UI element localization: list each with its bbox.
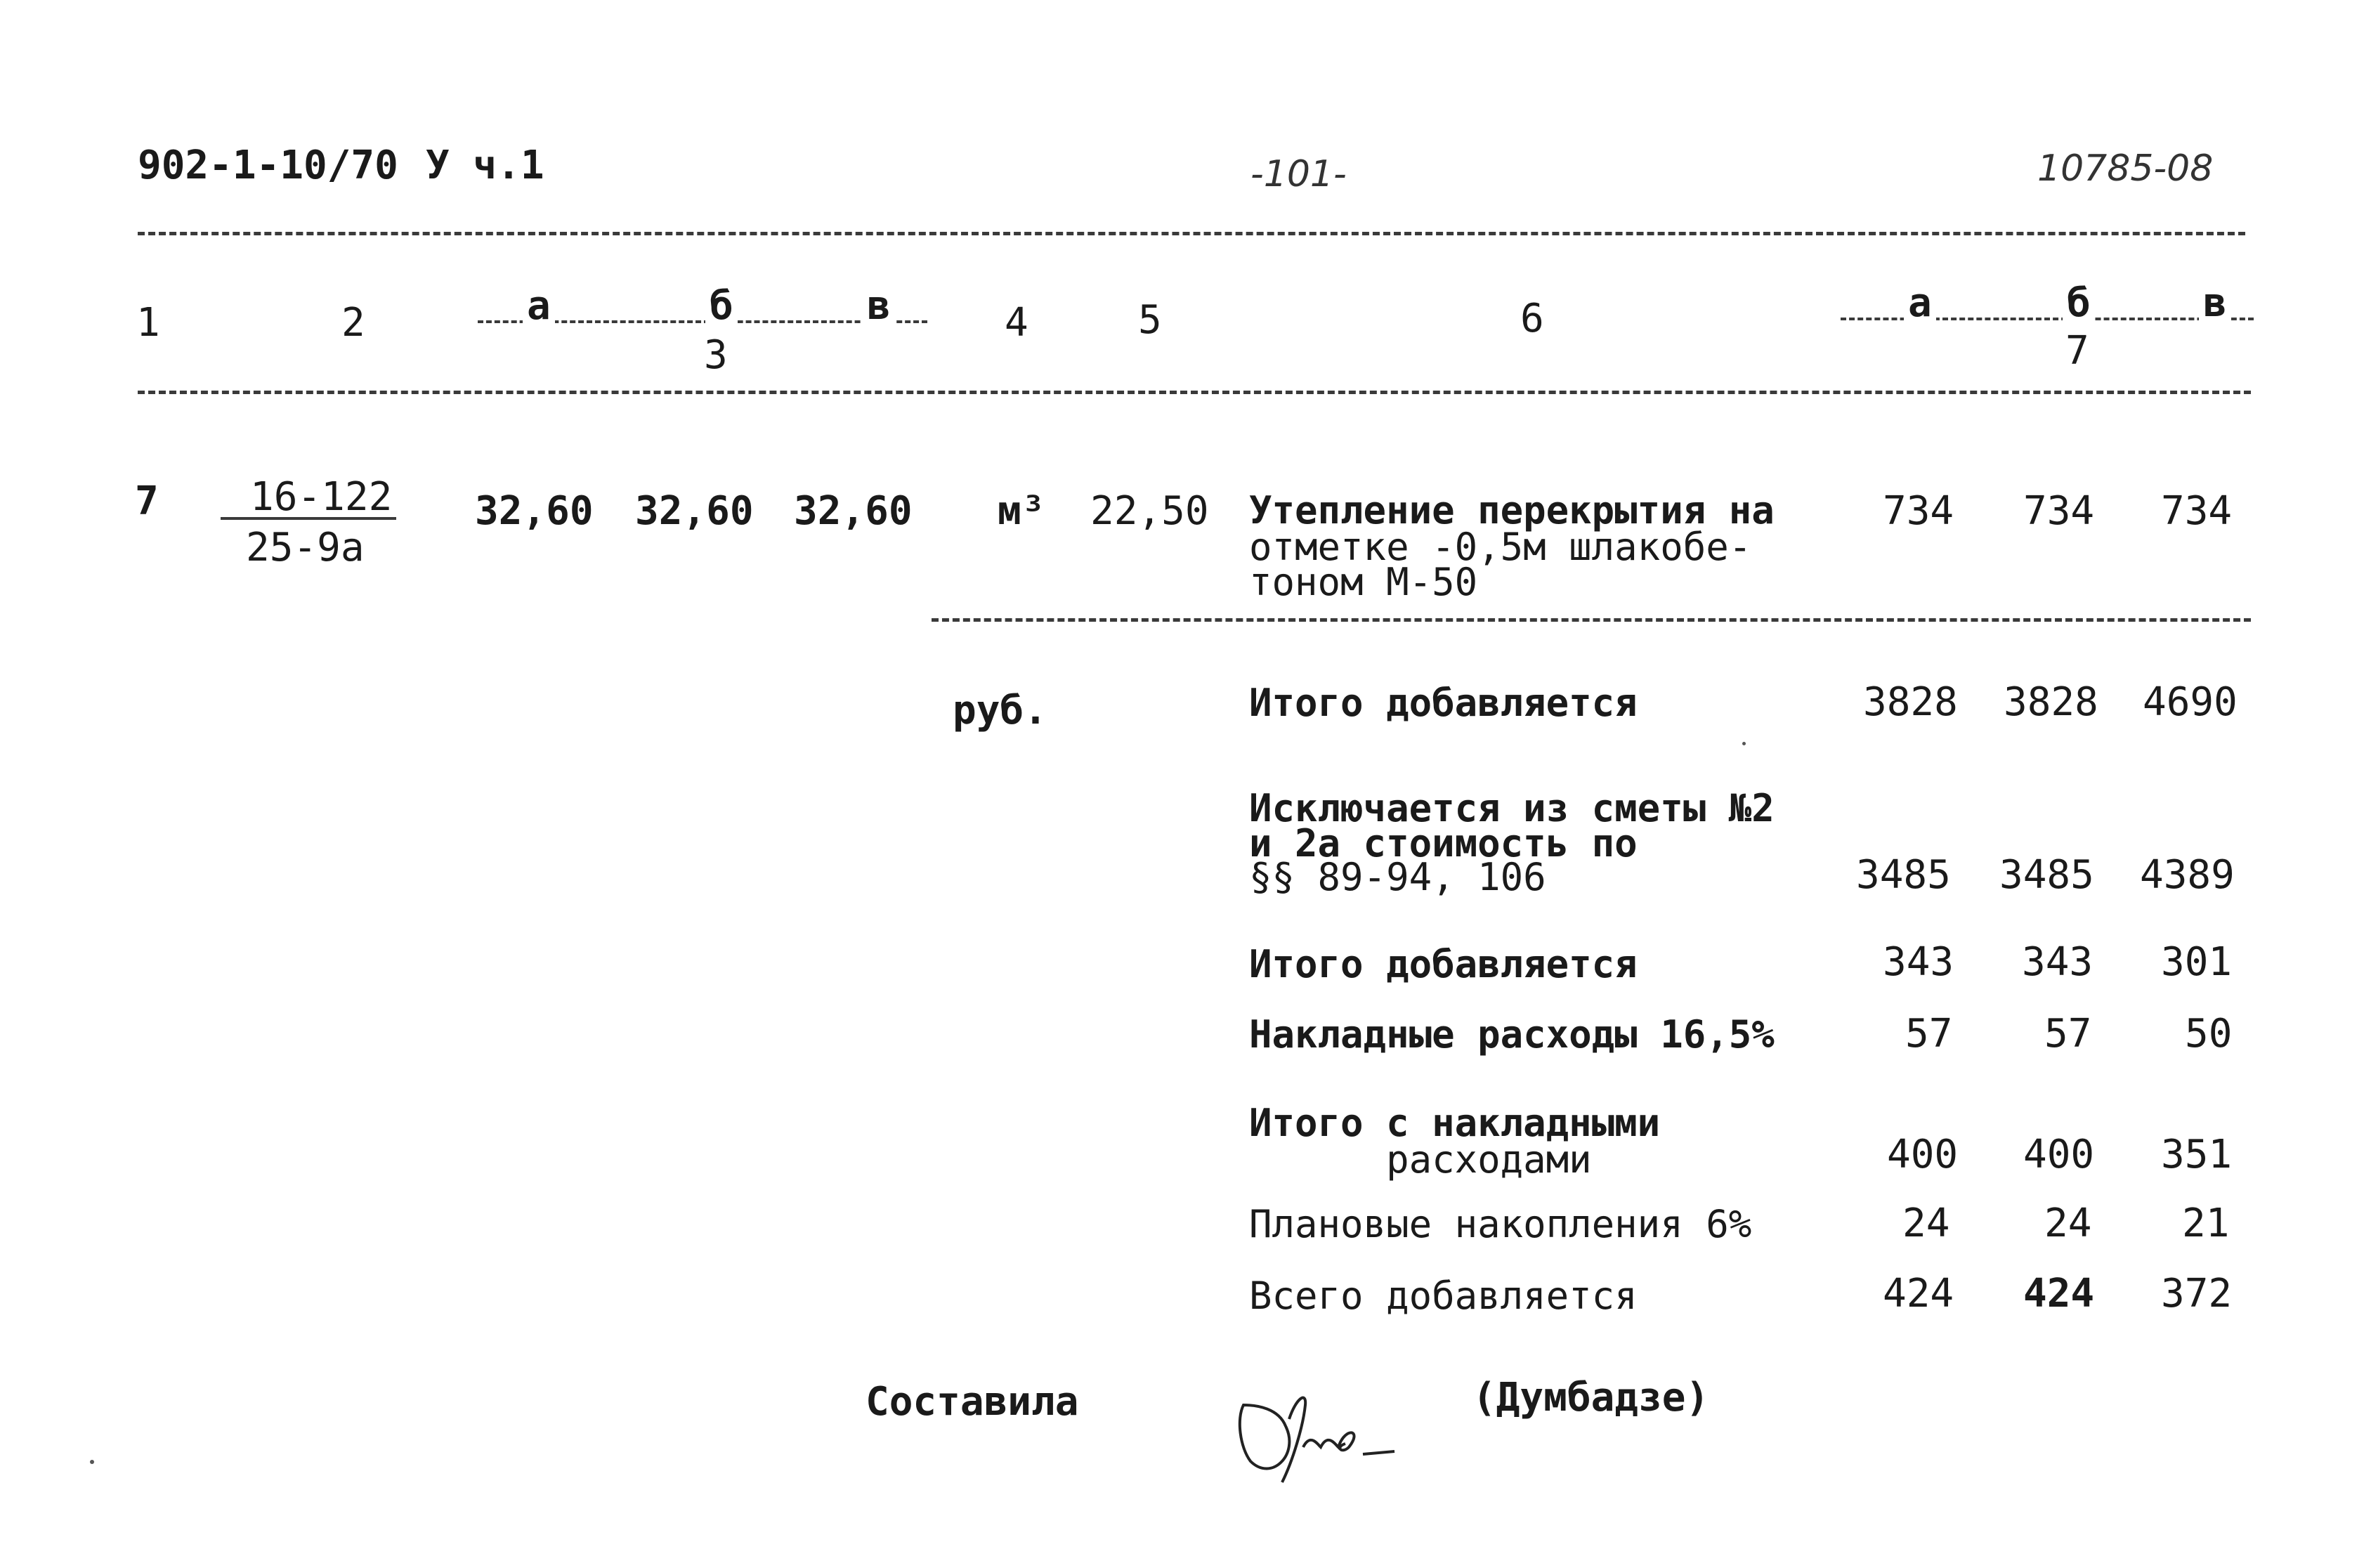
total-value-a: 3485 bbox=[1856, 852, 1951, 898]
col-header-3: 3 bbox=[704, 332, 728, 378]
total-value-b: 400 bbox=[2023, 1132, 2095, 1177]
total-value-b: 343 bbox=[2022, 939, 2094, 985]
col-header-7b: б bbox=[2063, 284, 2095, 323]
archive-number: 10785-08 bbox=[2037, 148, 2214, 190]
total-value-v: 4690 bbox=[2143, 679, 2238, 725]
unit-of-measure: м³ bbox=[998, 488, 1045, 534]
item-description-line-1: Утепление перекрытия на bbox=[1249, 488, 1775, 533]
quantity-a: 32,60 bbox=[475, 488, 594, 534]
total-value-b: 57 bbox=[2044, 1011, 2092, 1057]
col-header-7v: в bbox=[2199, 284, 2231, 323]
col-header-3v: в bbox=[863, 287, 895, 326]
total-label: §§ 89-94, 106 bbox=[1249, 855, 1546, 899]
total-label: Плановые накопления 6% bbox=[1249, 1202, 1752, 1246]
total-value-v: 4389 bbox=[2140, 852, 2235, 898]
col-header-4: 4 bbox=[1005, 300, 1028, 346]
total-value-b: 3828 bbox=[2004, 679, 2098, 725]
total-value-v: 50 bbox=[2185, 1011, 2233, 1057]
total-value-b: 24 bbox=[2044, 1201, 2092, 1246]
speck bbox=[1742, 742, 1746, 745]
col-header-3b: б bbox=[705, 287, 738, 326]
sum-b: 734 bbox=[2023, 488, 2095, 534]
total-value-a: 3828 bbox=[1863, 679, 1958, 725]
currency-label: руб. bbox=[953, 688, 1047, 733]
unit-price: 22,50 bbox=[1090, 488, 1209, 534]
total-label: Итого добавляется bbox=[1249, 942, 1638, 986]
rate-code-bottom: 25-9а bbox=[246, 525, 365, 570]
speck bbox=[90, 1460, 94, 1464]
total-value-v: 372 bbox=[2161, 1271, 2233, 1317]
total-label: Всего добавляется bbox=[1249, 1274, 1638, 1318]
total-value-v: 351 bbox=[2161, 1132, 2233, 1177]
total-value-v: 21 bbox=[2182, 1201, 2230, 1246]
total-label: Накладные расходы 16,5% bbox=[1249, 1012, 1775, 1057]
col-header-2: 2 bbox=[341, 300, 365, 346]
total-label: Итого с накладными bbox=[1249, 1101, 1661, 1145]
document-code: 902-1-10/70 bbox=[138, 143, 398, 188]
total-value-a: 24 bbox=[1902, 1201, 1950, 1246]
total-value-a: 424 bbox=[1883, 1271, 1954, 1317]
section-label: У ч.1 bbox=[426, 143, 544, 188]
total-label: Исключается из сметы №2 bbox=[1249, 786, 1775, 830]
item-description-line-3: тоном М-50 bbox=[1249, 560, 1478, 604]
total-label: расходами bbox=[1249, 1137, 1592, 1182]
total-value-a: 57 bbox=[1905, 1011, 1953, 1057]
col-header-7: 7 bbox=[2065, 328, 2089, 374]
total-value-a: 343 bbox=[1883, 939, 1954, 985]
header-rule-bottom bbox=[138, 391, 2251, 394]
row-rule bbox=[932, 618, 2251, 622]
total-value-b: 424 bbox=[2023, 1271, 2095, 1317]
col-header-1: 1 bbox=[136, 300, 160, 346]
header-rule-top bbox=[138, 232, 2245, 235]
item-description-line-2: отметке -0,5м шлакобе- bbox=[1249, 525, 1752, 569]
author-name: (Думбадзе) bbox=[1472, 1375, 1710, 1420]
col-header-7a: а bbox=[1904, 284, 1936, 323]
total-value-b: 3485 bbox=[1999, 852, 2094, 898]
col7-subheader-rule bbox=[1841, 318, 2254, 320]
total-value-v: 301 bbox=[2161, 939, 2233, 985]
signature-image bbox=[1222, 1377, 1405, 1489]
total-value-a: 400 bbox=[1887, 1132, 1959, 1177]
total-label: и 2а стоимость по bbox=[1249, 821, 1638, 865]
composed-by-label: Составила bbox=[866, 1379, 1079, 1425]
rate-code-top: 16-122 bbox=[250, 474, 393, 520]
quantity-v: 32,60 bbox=[794, 488, 913, 534]
sum-a: 734 bbox=[1883, 488, 1954, 534]
sum-v: 734 bbox=[2161, 488, 2233, 534]
row-number: 7 bbox=[135, 478, 159, 524]
col-header-6: 6 bbox=[1520, 296, 1544, 341]
rate-code-fraction-line bbox=[221, 517, 396, 520]
col-header-5: 5 bbox=[1138, 297, 1162, 343]
quantity-b: 32,60 bbox=[635, 488, 754, 534]
page-number: -101- bbox=[1250, 153, 1347, 195]
total-label: Итого добавляется bbox=[1249, 681, 1638, 725]
col-header-3a: а bbox=[523, 287, 555, 326]
